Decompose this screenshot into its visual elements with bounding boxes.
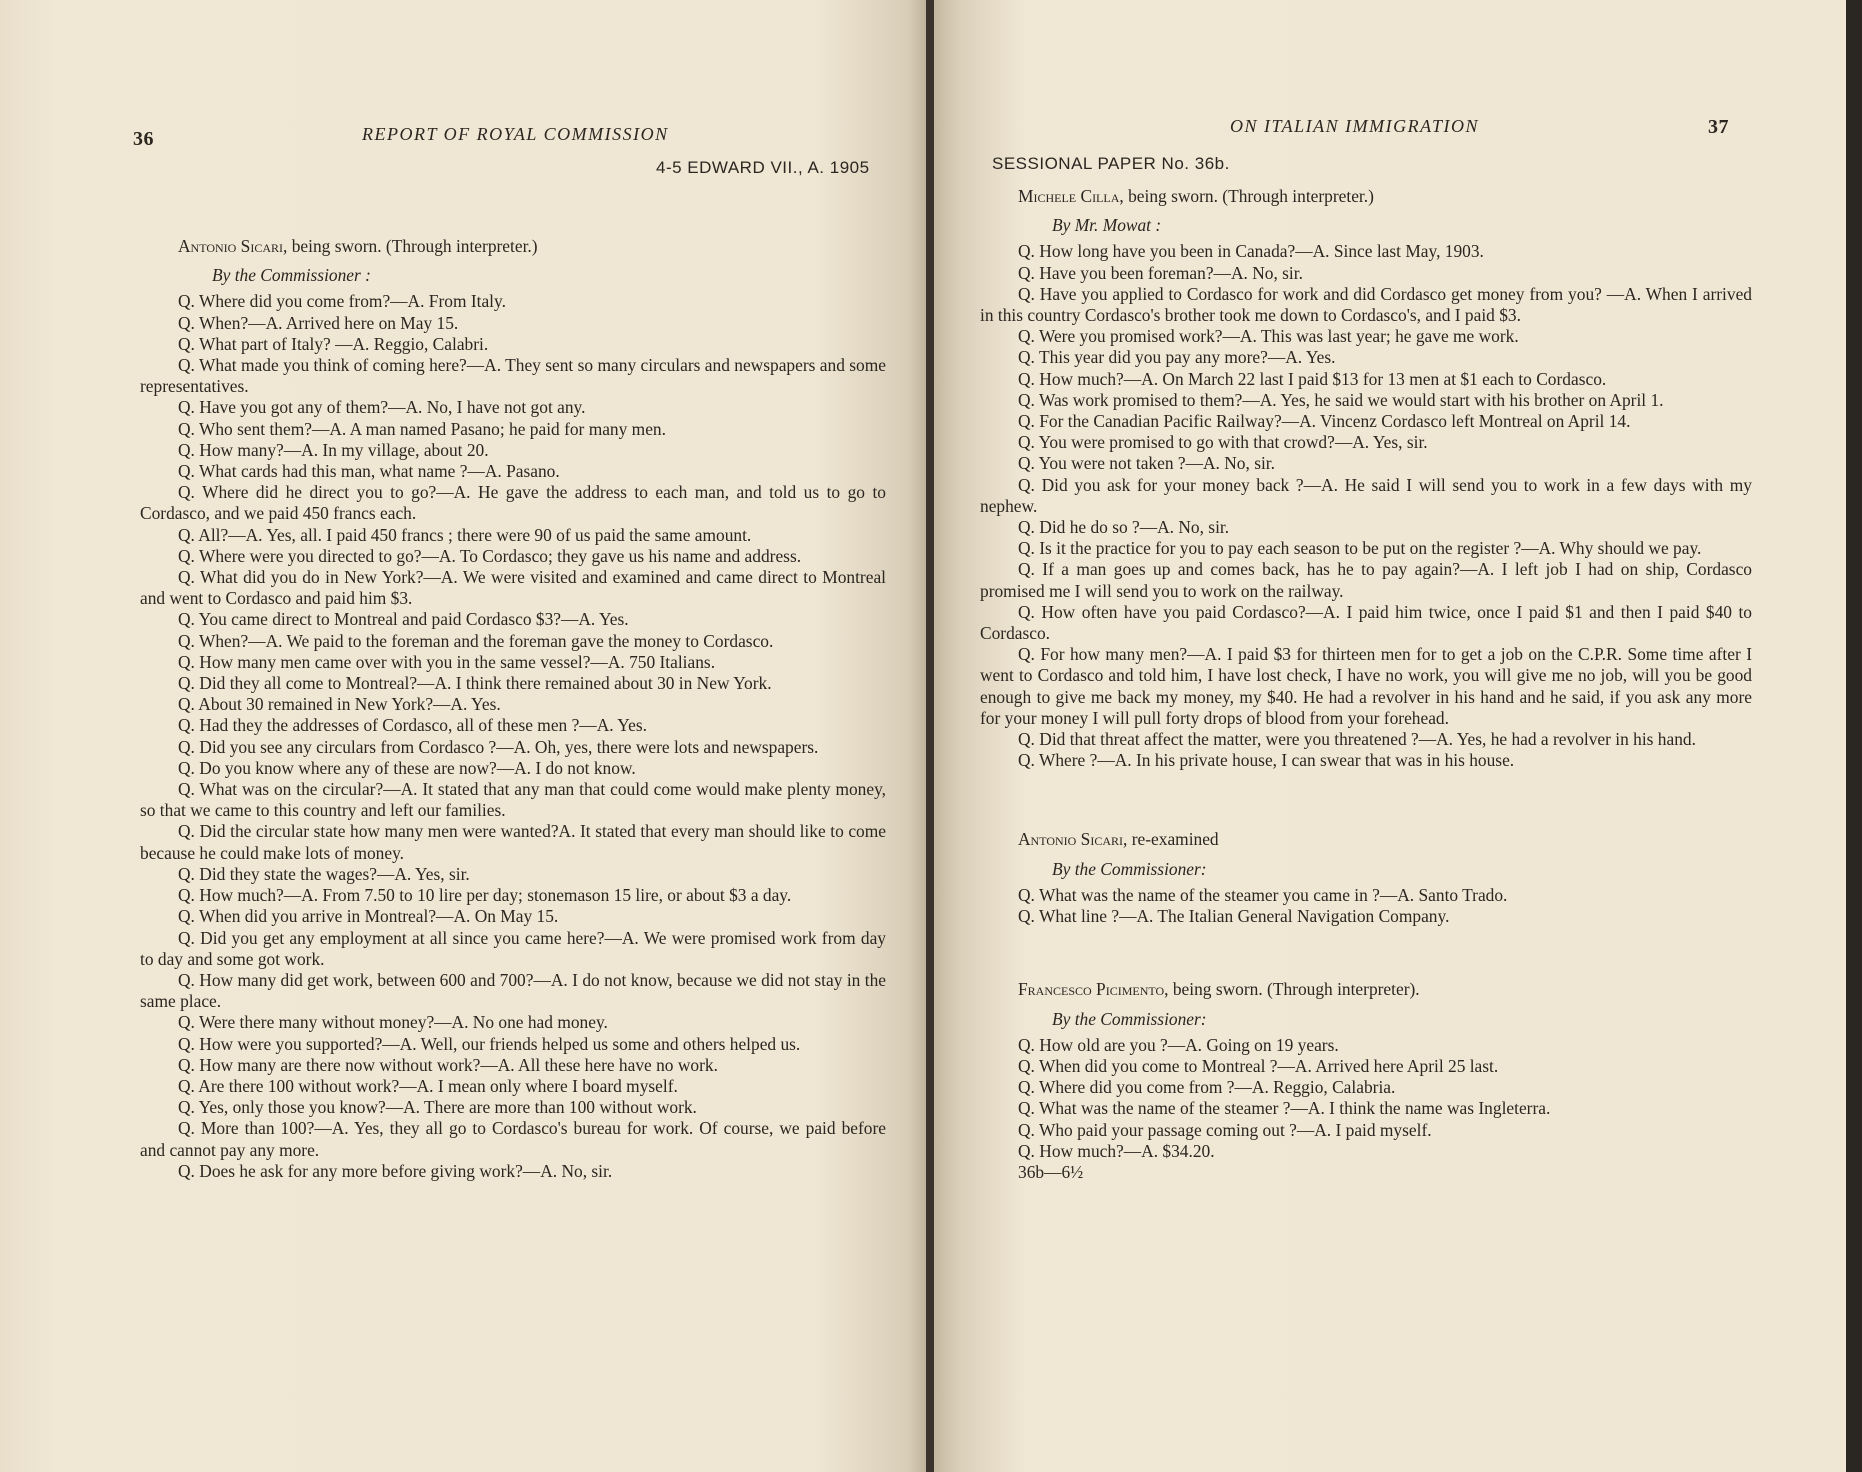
witness2-heading (980, 829, 1752, 850)
qa-line: Q. How many did get work, between 600 and 700?—A. I do not know, because we did not stay in the same place. (140, 969, 886, 1012)
qa-line: Q. How many are there now without work?—A. All these here have no work. (178, 1054, 718, 1075)
qa-line: Q. What cards had this man, what name ?—A. Pasano. (178, 461, 560, 482)
qa-line: Q. How much?—A. On March 22 last I paid $13 for 13 men at $1 each to Cordasco. (1018, 368, 1607, 389)
qa-line: Q. Were you promised work?—A. This was last year; he gave me work. (1018, 326, 1519, 347)
witness3-name: Francesco Picimento (1018, 979, 1165, 1000)
testimony-list (140, 291, 886, 1182)
qa-line: Q. How often have you paid Cordasco?—A. I paid him twice, once I paid $1 and then I paid $40 to Cordasco. (980, 601, 1752, 644)
qa-line: Q. What line ?—A. The Italian General Navigation Company. (1018, 906, 1450, 927)
qa-line: Q. About 30 remained in New York?—A. Yes. (178, 694, 501, 715)
qa-line: Q. Have you been foreman?—A. No, sir. (1018, 262, 1303, 283)
witness1-note: , being sworn. (Through interpreter.) (1119, 186, 1374, 206)
witness2-name: Antonio Sicari (1018, 829, 1124, 850)
right-text-body (980, 186, 1752, 1183)
qa-line: Q. All?—A. Yes, all. I paid 450 francs ; there were 90 of us paid the same amount. (178, 524, 752, 545)
qa-line: Q. Where did you come from?—A. From Italy. (178, 291, 506, 312)
edition-line: 4-5 EDWARD VII., A. 1905 (656, 158, 870, 177)
witness1-heading (980, 186, 1752, 207)
testimony-list-1 (980, 241, 1752, 771)
qa-line: Q. Where ?—A. In his private house, I can swear that was in his house. (1018, 750, 1515, 771)
qa-line: Q. If a man goes up and comes back, has he to pay again?—A. I left job I had on ship, Cordasco promised me I will send you to work on the railway. (980, 559, 1752, 601)
qa-line: Q. Who paid your passage coming out ?—A. I paid myself. (1018, 1119, 1432, 1140)
right-running-title: ON ITALIAN IMMIGRATION (1230, 116, 1479, 136)
examiner-heading: By the Commissioner : (212, 265, 371, 286)
section-gap (980, 771, 1752, 829)
qa-line: Q. Were there many without money?—A. No one had money. (178, 1012, 608, 1033)
qa-line: Q. How much?—A. $34.20. (1018, 1140, 1215, 1161)
witness1-name: Michele Cilla (1018, 186, 1120, 206)
qa-line: Q. Did that threat affect the matter, were you threatened ?—A. Yes, he had a revolver in his hand. (1018, 729, 1696, 750)
qa-line: Q. How many?—A. In my village, about 20. (178, 439, 489, 460)
qa-line: Q. What was the name of the steamer ?—A. I think the name was Ingleterra. (1018, 1098, 1551, 1119)
qa-line: Q. What did you do in New York?—A. We were visited and examined and came direct to Montreal and went to Cordasco and paid him $3. (140, 567, 886, 609)
section-gap (980, 927, 1752, 979)
witness-note: , being sworn. (Through interpreter.) (283, 236, 538, 256)
page-edge (1846, 0, 1854, 1472)
qa-line: Q. Where did you come from ?—A. Reggio, Calabria. (1018, 1077, 1396, 1098)
qa-line: Q. Have you got any of them?—A. No, I have not got any. (178, 397, 586, 418)
qa-line: Q. How long have you been in Canada?—A. Since last May, 1903. (1018, 241, 1484, 262)
qa-line: Q. Yes, only those you know?—A. There are more than 100 without work. (178, 1097, 697, 1118)
qa-line: Q. When did you come to Montreal ?—A. Arrived here April 25 last. (1018, 1055, 1499, 1076)
qa-line: Q. How old are you ?—A. Going on 19 years. (1018, 1034, 1339, 1055)
qa-line: Q. Who sent them?—A. A man named Pasano; he paid for many men. (178, 418, 666, 439)
qa-line: Q. What was the name of the steamer you came in ?—A. Santo Trado. (1018, 884, 1508, 905)
qa-line: Q. When did you arrive in Montreal?—A. On May 15. (178, 906, 559, 927)
qa-line: Q. How much?—A. From 7.50 to 10 lire per day; stonemason 15 lire, or about $3 a day. (178, 885, 792, 906)
page-footer-signature: 36b—6½ (1018, 1161, 1084, 1182)
left-text-body (140, 236, 886, 1182)
witness2-note: , re-examined (1123, 829, 1219, 850)
qa-line: Q. Where were you directed to go?—A. To Cordasco; they gave us his name and address. (178, 545, 802, 566)
right-page-number: 37 (1708, 116, 1729, 138)
testimony-list-2 (980, 885, 1752, 927)
qa-line: Q. Did they state the wages?—A. Yes, sir. (178, 863, 470, 884)
qa-line: Q. Did you get any employment at all since you came here?—A. We were promised work from day to day and some got work. (140, 927, 886, 969)
qa-line: Q. Does he ask for any more before giving work?—A. No, sir. (178, 1160, 613, 1181)
qa-line: Q. Was work promised to them?—A. Yes, he said we would start with his brother on April 1. (1018, 389, 1664, 410)
examiner1-heading: By Mr. Mowat : (1052, 215, 1162, 236)
witness-name: Antonio Sicari (178, 236, 284, 256)
qa-line: Q. Where did he direct you to go?—A. He gave the address to each man, and told us to go to Cordasco, and we paid 450 francs each. (140, 482, 886, 524)
qa-line: Q. What part of Italy? —A. Reggio, Calabri. (178, 333, 489, 354)
sessional-paper-line: SESSIONAL PAPER No. 36b. (992, 154, 1230, 173)
qa-line: Q. This year did you pay any more?—A. Yes. (1018, 347, 1336, 368)
qa-line: Q. Did the circular state how many men were wanted?A. It stated that every man should like to come because he could make lots of money. (140, 821, 886, 863)
qa-line: Q. Do you know where any of these are now?—A. I do not know. (178, 757, 636, 778)
qa-line: Q. How many men came over with you in the same vessel?—A. 750 Italians. (178, 651, 716, 672)
qa-line: Q. More than 100?—A. Yes, they all go to Cordasco's bureau for work. Of course, we paid before and cannot pay any more. (140, 1118, 886, 1160)
qa-line: Q. For how many men?—A. I paid $3 for thirteen men for to get a job on the C.P.R. Some time after I went to Cordasco and told him, I have lost check, I have no work, you will give me no job, will you be good enough to give me back my money, my $40. He had a revolver in his hand and he said, if you ask any more for your money I will pull forty drops of blood from your forehead. (980, 644, 1752, 728)
gutter (926, 0, 934, 1472)
qa-line: Q. Is it the practice for you to pay each season to be put on the register ?—A. Why should we pay. (1018, 538, 1702, 559)
qa-line: Q. For the Canadian Pacific Railway?—A. Vincenz Cordasco left Montreal on April 14. (1018, 411, 1631, 432)
qa-line: Q. How were you supported?—A. Well, our friends helped us some and others helped us. (178, 1033, 801, 1054)
witness3-note: , being sworn. (Through interpreter). (1164, 979, 1420, 1000)
qa-line: Q. What was on the circular?—A. It stated that any man that could come would make plenty money, so that we came to this country and left our families. (140, 779, 886, 821)
examiner2-heading: By the Commissioner: (1052, 858, 1207, 879)
qa-line: Q. Are there 100 without work?—A. I mean only where I board myself. (178, 1075, 678, 1096)
qa-line: Q. Did you see any circulars from Cordasco ?—A. Oh, yes, there were lots and newspapers. (178, 736, 819, 757)
qa-line: Q. You were not taken ?—A. No, sir. (1018, 453, 1275, 474)
witness3-heading (980, 979, 1752, 1000)
right-page (934, 0, 1854, 1472)
qa-line: Q. When?—A. Arrived here on May 15. (178, 312, 459, 333)
examiner3-heading: By the Commissioner: (1052, 1008, 1207, 1029)
left-page-number: 36 (133, 128, 154, 150)
qa-line: Q. You were promised to go with that crowd?—A. Yes, sir. (1018, 432, 1428, 453)
left-running-title: REPORT OF ROYAL COMMISSION (362, 124, 669, 144)
qa-line: Q. Had they the addresses of Cordasco, all of these men ?—A. Yes. (178, 715, 647, 736)
qa-line: Q. Did he do so ?—A. No, sir. (1018, 517, 1230, 538)
qa-line: Q. Did you ask for your money back ?—A. He said I will send you to work in a few days with my nephew. (980, 474, 1752, 516)
left-page (0, 0, 926, 1472)
qa-line: Q. When?—A. We paid to the foreman and the foreman gave the money to Cordasco. (178, 630, 774, 651)
testimony-list-3 (980, 1035, 1752, 1162)
qa-line: Q. What made you think of coming here?—A. They sent so many circulars and newspapers and some representatives. (140, 355, 886, 397)
witness-heading (140, 236, 886, 257)
qa-line: Q. Have you applied to Cordasco for work and did Cordasco get money from you? —A. When I arrived in this country Cordasco's brother took me down to Cordasco's, and I paid $3. (980, 283, 1752, 326)
qa-line: Q. You came direct to Montreal and paid Cordasco $3?—A. Yes. (178, 609, 629, 630)
qa-line: Q. Did they all come to Montreal?—A. I think there remained about 30 in New York. (178, 673, 772, 694)
